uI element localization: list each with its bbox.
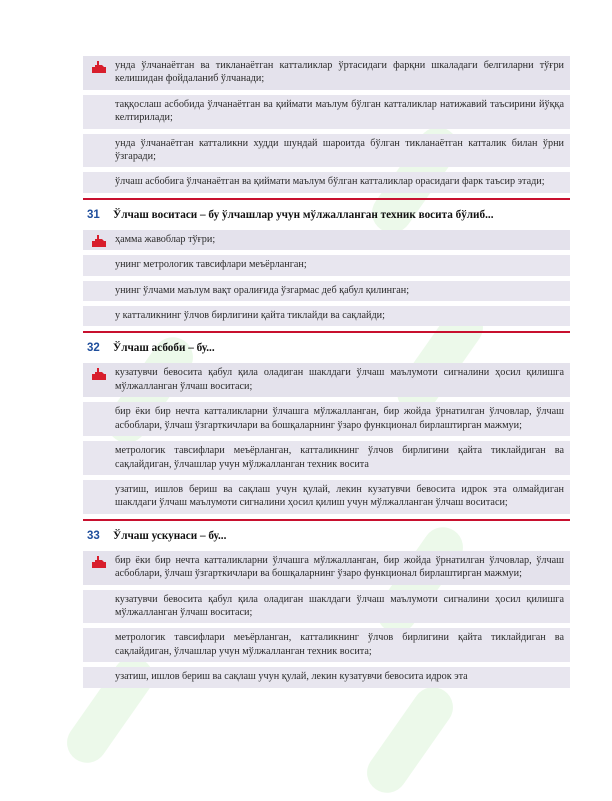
watermark-shape [359,679,461,800]
answer-option-text: ҳамма жавоблар тўғри; [115,233,216,245]
answer-option-text: унда ўлчанаётган ва тикланаётган катталиклар ўртасидаги фарқни шкаладаги белгиларни тўғри келишидан фойдаланиб ўлчанади; [115,60,564,85]
pointing-hand-icon [91,234,107,248]
answer-option-text: узатиш, ишлов бериш ва сақлаш учун қулай, лекин кузатувчи бевосита идрок эта олмайдиган шаклдаги ўлчаш маълумоти сигналини ҳосил қилиш учун мўлжалланган ўлчаш воситаси; [115,483,564,509]
question-31 [83,200,570,334]
pointing-hand-icon [91,555,107,569]
answer-option-text: таққослаш асбобида ўлчанаётган ва қиймати маълум бўлган катталиклар натижавий таъсирини йўққа келтирилади; [115,98,564,124]
answer-option[interactable] [83,172,570,192]
question-list [83,200,570,688]
answer-option-correct[interactable] [83,551,570,585]
answer-option-text: бир ёки бир нечта катталикларни ўлчашга мўлжалланган, бир жойда ўрнатилган ўлчовлар, ўлчаш асбоблари, ўлчаш ўзгарткичлари ва бошқаларнинг ўзаро функционал бирлаштирган мажмуи; [115,554,564,580]
question-text: Ўлчаш воситаси – бу ўлчашлар учун мўлжалланган техник восита бўлиб... [113,208,494,221]
answer-option-text: кузатувчи бевосита қабул қила оладиган шаклдаги ўлчаш маълумоти сигналини ҳосил қилишга мўлжалланган ўлчаш воситаси; [115,367,564,392]
pointing-hand-icon [91,60,107,74]
pointing-hand-icon [91,367,107,381]
question-32 [83,333,570,520]
answer-option-text: узатиш, ишлов бериш ва сақлаш учун қулай, лекин кузатувчи бевосита идрок эта [115,671,468,683]
answer-option-text: метрологик тавсифлари меъёрланган, катталикнинг ўлчов бирлигини қайта тиклайдиган ва сақлайдиган, ўлчашлар учун мўлжалланган техник восита [115,445,564,470]
answer-option-text: у катталикнинг ўлчов бирлигини қайта тиклайди ва сақлайди; [115,310,385,322]
answer-option-text: бир ёки бир нечта катталикларни ўлчашга мўлжалланган, бир жойда ўрнатилган ўлчовлар, ўлчаш асбоблари, ўлчаш ўзгарткичлари ва бошқаларнинг ўзаро функционал бирлаштирган мажмуи; [115,406,564,431]
answer-option-text: унда ўлчанаётган катталикни худди шундай шароитда бўлган тикланаётган катталик билан ўрни ўзгаради; [115,137,564,163]
question-number: 32 [87,342,100,355]
answer-option-correct[interactable] [83,56,570,90]
answer-option[interactable] [83,281,570,301]
intro-options [83,56,570,200]
answer-option-text: унинг ўлчами маълум вақт оралиғида ўзгармас деб қабул қилинган; [115,284,410,296]
answer-option[interactable] [83,95,570,129]
answer-option-text: кузатувчи бевосита қабул қила оладиган шаклдаги ўлчаш маълумоти сигналини ҳосил қилишга мўлжалланган ўлчаш воситаси; [115,593,564,618]
answer-option[interactable] [83,134,570,168]
answer-option[interactable] [83,628,570,662]
question-header [83,333,570,363]
answer-option[interactable] [83,441,570,475]
answer-option-text: унинг метрологик тавсифлари меъёрланган; [115,259,307,271]
answer-option-correct[interactable] [83,363,570,397]
question-number: 33 [87,529,100,542]
answer-option-correct[interactable] [83,230,570,250]
answer-option[interactable] [83,590,570,624]
question-text: Ўлчаш ускунаси – бу... [113,529,227,542]
question-text: Ўлчаш асбоби – бу... [113,342,215,355]
answer-option[interactable] [83,255,570,275]
answer-option[interactable] [83,306,570,326]
question-number: 31 [87,208,100,221]
answer-option[interactable] [83,402,570,436]
answer-option[interactable] [83,480,570,514]
answer-option-text: метрологик тавсифлари меъёрланган, катталикнинг ўлчов бирлигини қайта тиклайдиган ва сақлайдиган, ўлчашлар учун мўлжалланган техник восита; [115,632,564,657]
question-33 [83,521,570,688]
test-page [83,56,570,693]
answer-option[interactable] [83,667,570,687]
answer-option-text: ўлчаш асбобига ўлчанаётган ва қиймати маълум бўлган катталиклар орасидаги фарк таъсир этади; [115,176,545,188]
question-header [83,200,570,230]
question-header [83,521,570,551]
